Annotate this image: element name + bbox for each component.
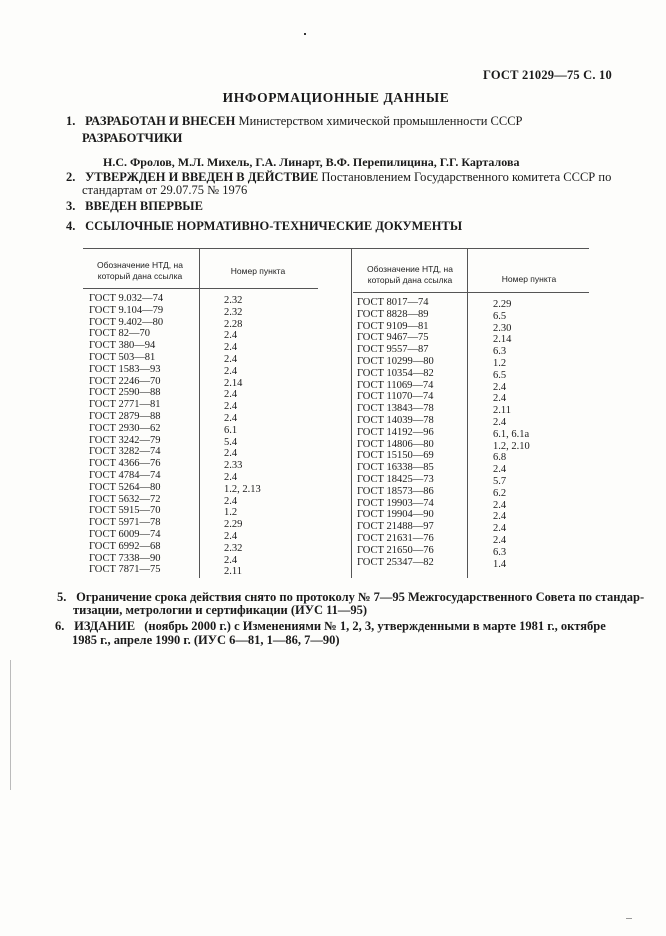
section-6-continued: 1985 г., апреле 1990 г. (ИУС 6—81, 1—86, 7—90) [72,633,340,647]
reference-doc: ГОСТ 19903—74 [357,497,434,509]
reference-item: 2.4 [493,381,507,393]
reference-item: 1.2 [224,507,238,519]
reference-doc: ГОСТ 15150—69 [357,450,434,462]
section-number: 1. [66,114,76,128]
section-heading: УТВЕРЖДЕН И ВВЕДЕН В ДЕЙСТВИЕ [85,170,319,184]
reference-item: 2.33 [224,460,243,472]
reference-doc: ГОСТ 3242—79 [89,434,161,446]
center-divider [351,248,352,578]
reference-item: 2.30 [493,322,512,334]
reference-item: 2.4 [224,389,238,401]
section-4 [66,219,462,234]
section-number: 3. [66,199,76,213]
reference-doc: ГОСТ 5915—70 [89,505,161,517]
reference-item: 2.14 [224,377,243,389]
reference-doc: ГОСТ 10354—82 [357,367,434,379]
reference-item: 2.4 [493,499,507,511]
reference-doc: ГОСТ 4366—76 [89,458,161,470]
right-ref-header: Обозначение НТД, на который дана ссылка [367,264,453,285]
reference-item: 2.4 [224,412,238,424]
reference-doc: ГОСТ 21488—97 [357,521,434,533]
reference-item: 1.2, 2.13 [224,483,261,495]
reference-doc: ГОСТ 380—94 [89,340,156,352]
reference-doc: ГОСТ 9.032—74 [89,293,164,304]
references-table [83,248,589,578]
reference-doc: ГОСТ 9557—87 [357,344,429,356]
section-number: 6. [55,619,65,633]
reference-doc: ГОСТ 9467—75 [357,332,429,344]
right-item-header: Номер пункта [501,274,557,284]
reference-item: 2.4 [493,416,507,428]
reference-item: 2.4 [224,353,238,365]
reference-item: 6.1, 6.1a [493,428,530,440]
reference-doc: ГОСТ 2879—88 [89,410,161,422]
reference-doc: ГОСТ 19904—90 [357,509,434,521]
left-item-header: Номер пункта [230,266,286,276]
section-heading: ВВЕДЕН ВПЕРВЫЕ [85,199,203,213]
section-number: 2. [66,170,76,184]
reference-doc: ГОСТ 1583—93 [89,363,161,375]
reference-item: 2.4 [493,534,507,546]
reference-item: 2.4 [224,448,238,460]
reference-item: 5.7 [493,475,507,487]
reference-item: 2.4 [224,530,238,542]
reference-item: 2.14 [493,334,512,346]
table-top-rule [83,248,589,249]
section-2-continued: стандартам от 29.07.75 № 1976 [82,183,248,197]
scan-margin-line [10,660,11,790]
section-text: Постановлением Государственного комитета СССР по [321,170,612,184]
left-doc-column [89,293,163,576]
reference-item: 2.4 [224,554,238,566]
reference-item: 2.4 [493,511,507,523]
reference-item: 2.11 [493,405,511,417]
reference-doc: ГОСТ 9.104—79 [89,304,164,316]
reference-doc: ГОСТ 14192—96 [357,426,434,438]
section-text: Ограничение срока действия снято по протоколу № 7—95 Межгосударственного Совета по стандар- [76,590,645,604]
left-ref-header: Обозначение НТД, на который дана ссылка [97,260,183,281]
reference-item: 2.4 [224,365,238,377]
reference-doc: ГОСТ 6009—74 [89,528,161,540]
reference-doc: ГОСТ 2590—88 [89,387,161,399]
reference-doc: ГОСТ 82—70 [89,328,151,340]
reference-item: 2.32 [224,295,243,306]
section-heading: РАЗРАБОТАН И ВНЕСЕН [85,114,236,128]
developers-list: Н.С. Фролов, М.Л. Михель, Г.А. Линарт, В.Ф. Перепилицина, Г.Г. Карталова [103,155,520,169]
reference-item: 6.3 [493,346,507,358]
scan-corner-dots [626,918,632,919]
reference-item: 5.4 [224,436,238,448]
left-item-column [224,295,261,578]
reference-doc: ГОСТ 2771—81 [89,399,161,411]
reference-item: 2.4 [224,401,238,413]
reference-doc: ГОСТ 9.402—80 [89,316,164,328]
reference-doc: ГОСТ 25347—82 [357,556,434,568]
reference-doc: ГОСТ 8828—89 [357,308,429,320]
reference-doc: ГОСТ 5971—78 [89,517,161,529]
reference-item: 6.5 [493,310,507,322]
reference-doc: ГОСТ 7871—75 [89,564,161,576]
reference-doc: ГОСТ 3282—74 [89,446,161,458]
reference-item: 1.4 [493,558,507,570]
reference-item: 2.29 [224,519,243,531]
reference-item: 1.2, 2.10 [493,440,530,452]
reference-item: 2.4 [493,464,507,476]
section-heading: ССЫЛОЧНЫЕ НОРМАТИВНО-ТЕХНИЧЕСКИЕ ДОКУМЕНТЫ [85,219,463,233]
reference-item: 2.11 [224,566,242,578]
section-number: 5. [57,590,67,604]
reference-item: 2.32 [224,306,243,318]
reference-doc: ГОСТ 5632—72 [89,493,161,505]
section-text: Министерством химической промышленности СССР [238,114,523,128]
reference-doc: ГОСТ 9109—81 [357,320,429,332]
reference-doc: ГОСТ 2246—70 [89,375,161,387]
section-number: 4. [66,219,76,233]
left-header-rule [83,288,318,289]
reference-doc: ГОСТ 14039—78 [357,414,434,426]
reference-item: 2.4 [224,471,238,483]
reference-doc: ГОСТ 10299—80 [357,355,434,367]
right-doc-column [357,297,434,568]
reference-doc: ГОСТ 6992—68 [89,540,161,552]
reference-item: 2.32 [224,542,243,554]
reference-doc: ГОСТ 11070—74 [357,391,434,403]
right-header-rule [353,292,589,293]
reference-item: 6.5 [493,369,507,381]
reference-item: 2.29 [493,299,512,310]
reference-doc: ГОСТ 21631—76 [357,532,434,544]
reference-doc: ГОСТ 21650—76 [357,544,434,556]
section-heading: ИЗДАНИЕ [74,619,136,633]
reference-item: 2.4 [224,495,238,507]
reference-item: 2.28 [224,318,243,330]
reference-item: 6.2 [493,487,507,499]
document-reference: ГОСТ 21029—75 С. 10 [483,68,612,82]
reference-doc: ГОСТ 5264—80 [89,481,161,493]
section-3 [66,199,203,214]
reference-doc: ГОСТ 8017—74 [357,297,429,308]
reference-doc: ГОСТ 2930—62 [89,422,161,434]
reference-item: 2.4 [224,342,238,354]
reference-item: 2.4 [224,330,238,342]
right-item-column [493,299,530,570]
reference-item: 6.1 [224,424,238,436]
reference-doc: ГОСТ 13843—78 [357,403,434,415]
reference-doc: ГОСТ 7338—90 [89,552,161,564]
reference-doc: ГОСТ 18573—86 [357,485,434,497]
reference-doc: ГОСТ 16338—85 [357,462,434,474]
section-text: (ноябрь 2000 г.) с Изменениями № 1, 2, 3, утвержденными в марте 1981 г., октябре [144,619,606,633]
left-column-divider [199,248,200,578]
section-5-continued: тизации, метрологии и сертификации (ИУС 11—95) [73,603,368,617]
developers-heading: РАЗРАБОТЧИКИ [82,131,183,145]
page-title: ИНФОРМАЦИОННЫЕ ДАННЫЕ [222,90,450,105]
reference-item: 6.8 [493,452,507,464]
section-6 [55,619,606,634]
reference-doc: ГОСТ 14806—80 [357,438,434,450]
scan-speck [304,33,306,35]
reference-doc: ГОСТ 11069—74 [357,379,434,391]
reference-doc: ГОСТ 4784—74 [89,469,161,481]
right-column-divider [467,248,468,578]
reference-doc: ГОСТ 503—81 [89,351,156,363]
reference-item: 2.4 [493,523,507,535]
reference-item: 2.4 [493,393,507,405]
reference-doc: ГОСТ 18425—73 [357,473,434,485]
reference-item: 6.3 [493,546,507,558]
reference-item: 1.2 [493,357,507,369]
section-1 [66,114,523,129]
